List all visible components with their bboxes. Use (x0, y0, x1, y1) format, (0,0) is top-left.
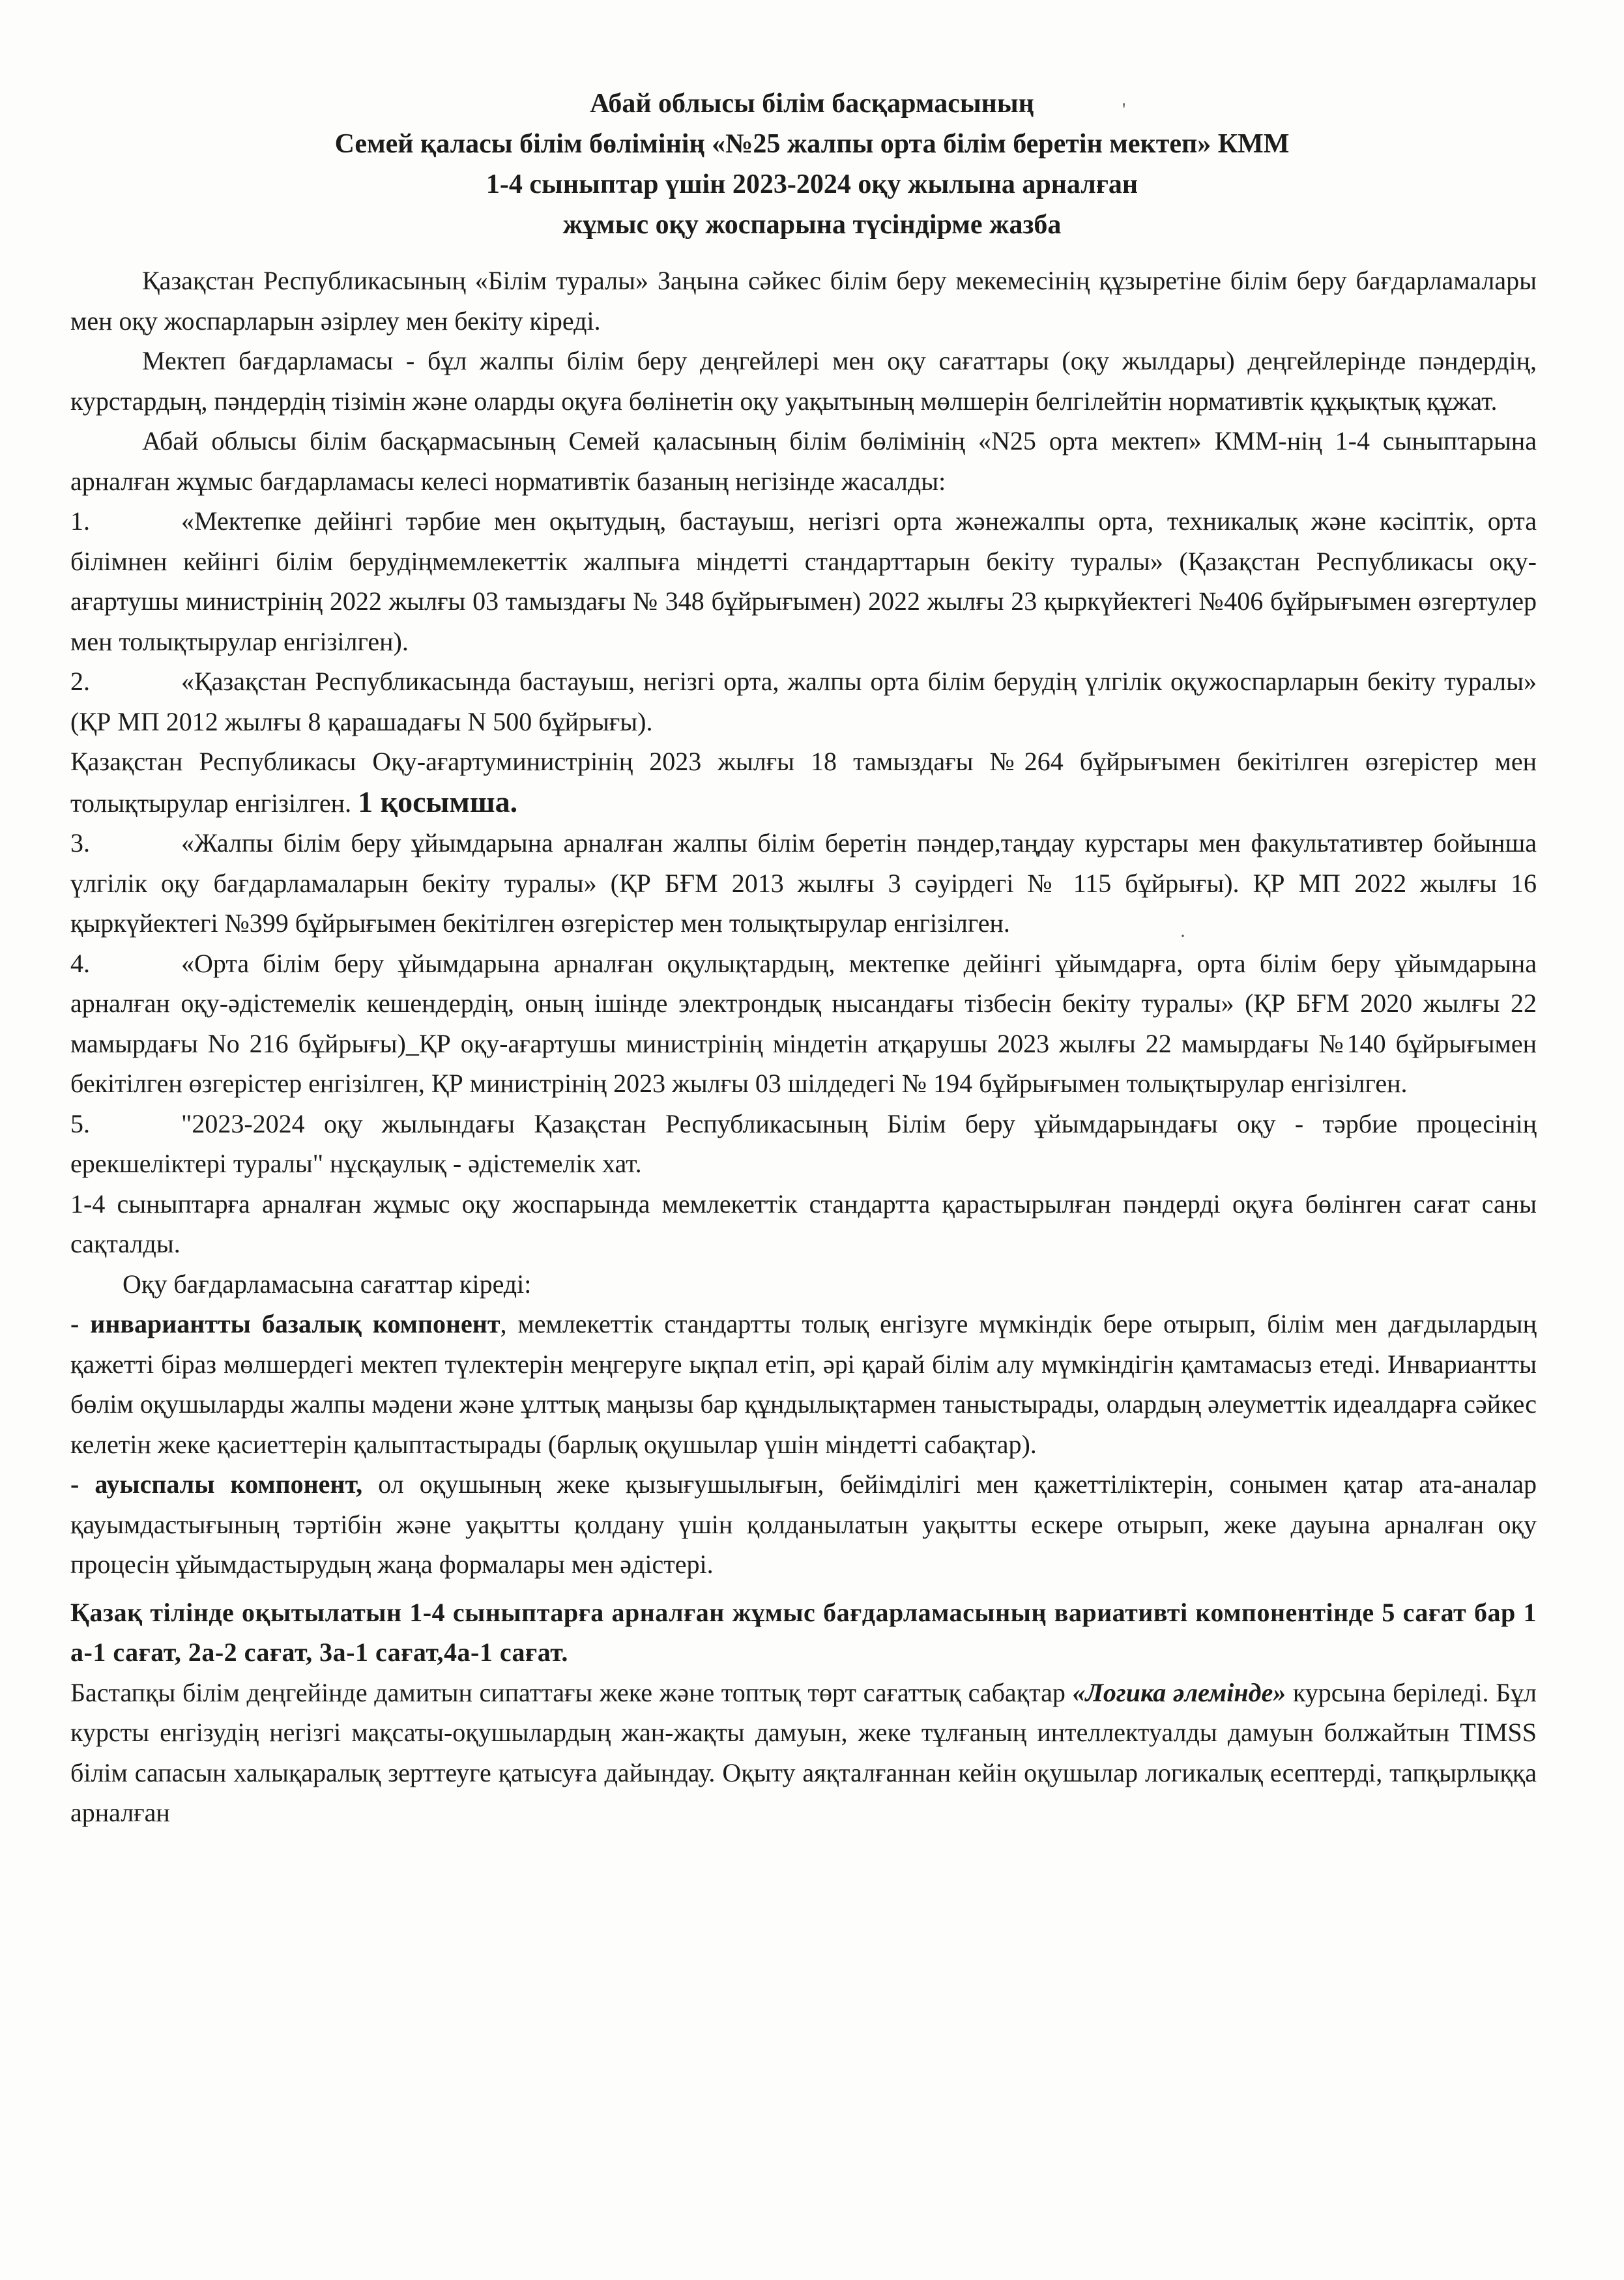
list-item-number: 3. (70, 828, 90, 858)
list-item-text: «Орта білім беру ұйымдарына арналған оқулықтардың, мектепке дейінгі ұйымдарға, орта білім беру ұйымдарына арналған оқу-әдістемелік кешендердің, оның ішінде электрондық нысандағы тізбесін бекіту туралы» (ҚР БҒМ 2020 жылғы 22 мамырдағы No 216 бұйрығы)_ҚР оқу-ағартушы министрінің міндетін атқарушы 2023 жылғы 22 мамырдағы №140 бұйрығымен бекітілген өзгерістер енгізілген, ҚР министрінің 2023 жылғы 03 шілдедегі № 194 бұйрығымен толықтырулар енгізілген. (70, 948, 1537, 1098)
variative-label: - ауыспалы компонент, (70, 1469, 363, 1499)
invariant-text: , мемлекеттік стандартты толық енгізуге мүмкіндік бере отырып, білім мен дағдылардың қажетті біраз мөлшердегі мектеп түлектерін меңгеруге ықпал етіп, әрі қарай білім алу мүмкіндігін қамтамасыз етеді. Инвариантты бөлім оқушыларды жалпы мәдени және ұлттық маңызы бар құндылықтармен таныстырады, олардың әлеуметтік идеалдарға сәйкес келетін жеке қасиеттерін қалыптастырады (барлық оқушылар үшін міндетті сабақтар). (70, 1309, 1537, 1459)
list-item-number: 4. (70, 948, 90, 978)
continuation-text: Қазақстан Республикасы Оқу-ағартуминистрінің 2023 жылғы 18 тамыздағы №264 бұйрығымен бекітілген өзгерістер мен толықтырулар енгізілген. (70, 747, 1537, 818)
header-line-3: 1-4 сыныптар үшін 2023-2024 оқу жылына арналған (486, 169, 1138, 199)
variative-paragraph (70, 1464, 1537, 1585)
header-line-1: Абай облысы білім басқармасының (590, 89, 1034, 119)
hours-intro: Оқу бағдарламасына сағаттар кіреді: (123, 1269, 532, 1299)
variative-text: ол оқушының жеке қызығушылығын, бейімділігі мен қажеттіліктерін, сонымен қатар ата-аналар қауымдастығының тәртібін және уақытты қолдану үшін қолданылатын уақытты ескере отырып, жеке дауына арналған оқу процесін ұйымдастырудың жаңа формалары мен әдістері. (70, 1469, 1537, 1579)
after-items-paragraph: 1-4 сыныптарға арналған жұмыс оқу жоспарында мемлекеттік стандартта қарастырылған пәндерді оқуға бөлінген сағат саны сақталды. (70, 1189, 1537, 1258)
list-item-text: "2023-2024 оқу жылындағы Қазақстан Республикасының Білім беру ұйымдарындағы оқу - тәрбие процесінің ерекшеліктері туралы" нұсқаулық - әдістемелік хат. (70, 1108, 1537, 1178)
document-body (70, 261, 1537, 1833)
final-paragraph (70, 1673, 1537, 1833)
final-text-end: курсына беріледі. Бұл курсты енгізудің негізгі мақсаты-оқушылардың жан-жақты дамуын, жеке тұлғаның интеллектуалды дамуын болжайтын TIMSS білім сапасын халықаралық зерттеуге қатысуға дайындау. Оқыту аяқталғаннан кейін оқушылар логикалық есептерді, тапқырлыққа арналған (70, 1677, 1537, 1827)
list-item-2 (70, 661, 1537, 742)
invariant-paragraph (70, 1304, 1537, 1464)
list-item-4 (70, 944, 1537, 1104)
list-item-text: «Мектепке дейінгі тәрбие мен оқытудың, бастауыш, негізгі орта жәнежалпы орта, техникалық және кәсіптік, орта білімнен кейінгі білім берудіңмемлекеттік жалпыға міндетті стандарттарын бекіту туралы» (Қазақстан Республикасы оқу-ағартушы министрінің 2022 жылғы 03 тамыздағы № 348 бұйрығымен) 2022 жылғы 23 қыркүйектегі №406 бұйрығымен өзгертулер мен толықтырулар енгізілген). (70, 506, 1537, 656)
header-line-2: Семей қаласы білім бөлімінің «№25 жалпы орта білім беретін мектеп» КММ (334, 129, 1290, 159)
appendix-label: 1 қосымша. (358, 785, 518, 818)
list-item-text: «Жалпы білім беру ұйымдарына арналған жалпы білім беретін пәндер,таңдау курстары мен факультативтер бойынша үлгілік оқу бағдарламаларын бекіту туралы» (ҚР БҒМ 2013 жылғы 3 сәуірдегі № 115 бұйрығы). ҚР МП 2022 жылғы 16 қыркүйектегі №399 бұйрығымен бекітілген өзгерістер мен толықтырулар енгізілген. (70, 828, 1537, 938)
list-item-5 (70, 1104, 1537, 1184)
variative-hours-paragraph: Қазақ тілінде оқытылатын 1-4 сыныптарға арналған жұмыс бағдарламасының вариативті компонентінде 5 сағат бар 1 а-1 сағат, 2а-2 сағат, 3а-1 сағат,4а-1 сағат. (70, 1597, 1537, 1667)
list-item-3 (70, 823, 1537, 944)
list-item-2-continuation (70, 742, 1537, 823)
intro-paragraph-3: Абай облысы білім басқармасының Семей қаласының білім бөлімінің «N25 орта мектеп» КММ-нің 1-4 сыныптарына арналған жұмыс бағдарламасы келесі нормативтік базаның негізінде жасалды: (70, 426, 1537, 496)
intro-paragraph-2: Мектеп бағдарламасы - бұл жалпы білім беру деңгейлері мен оқу сағаттары (оқу жылдары) деңгейлерінде пәндердің, курстардың, пәндердің тізімін және оларды оқуға бөлінетін оқу уақытының мөлшерін белгілейтін нормативтік құқықтық құжат. (70, 346, 1537, 416)
list-item-1 (70, 501, 1537, 661)
list-item-text: «Қазақстан Республикасында бастауыш, негізгі орта, жалпы орта білім берудің үлгілік оқужоспарларын бекіту туралы» (ҚР МП 2012 жылғы 8 қарашадағы N 500 бұйрығы). (70, 667, 1537, 736)
final-text-start: Бастапқы білім деңгейінде дамитын сипаттағы жеке және топтық төрт сағаттық сабақтар (70, 1677, 1073, 1707)
invariant-label: - инвариантты базалық компонент (70, 1309, 500, 1338)
list-item-number: 2. (70, 667, 90, 696)
document-header (0, 83, 1624, 245)
list-item-number: 1. (70, 506, 90, 536)
intro-paragraph-1: Қазақстан Республикасының «Білім туралы» Заңына сәйкес білім беру мекемесінің құзыретіне білім беру бағдарламалары мен оқу жоспарларын әзірлеу мен бекіту кіреді. (70, 266, 1537, 336)
scan-speck: · (1180, 925, 1186, 947)
header-line-4: жұмыс оқу жоспарына түсіндірме жазба (562, 210, 1062, 240)
scan-speck: ' (1122, 99, 1126, 121)
course-name: «Логика әлемінде» (1072, 1677, 1286, 1707)
list-item-number: 5. (70, 1108, 90, 1138)
